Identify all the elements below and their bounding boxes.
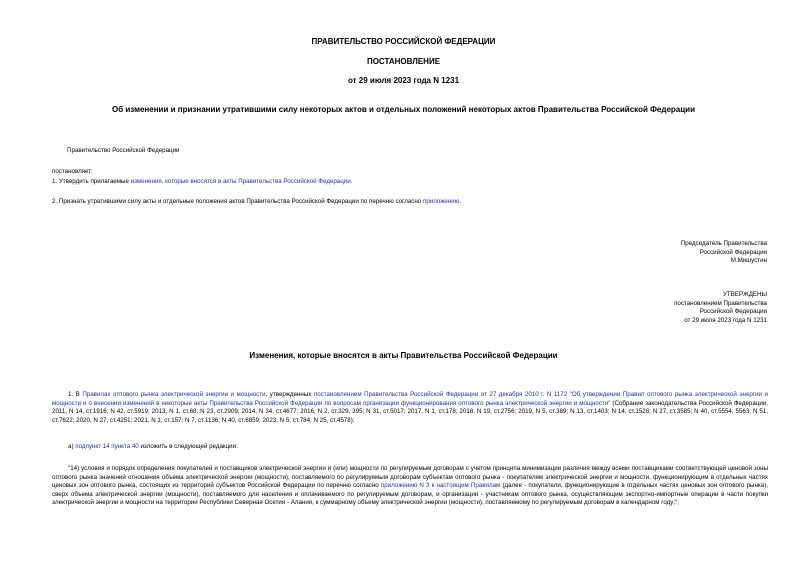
item-1 bbox=[52, 391, 768, 425]
intro-text: Правительство Российской Федерации bbox=[67, 147, 180, 154]
p2-prefix: 2. Признать утратившими силу акты и отдельные положения актов Правительства Российской Федерации по перечню согласно bbox=[52, 198, 423, 205]
item1-decree-link[interactable]: постановлением Правительства Российской Федерации от 27 декабря 2010 г. N 1172 "Об утверждении Правил оптового рынка электрической энергии и мощности и о внесении изменений в некоторые акты Правительства Российской Федерации по вопросам организации функционирования оптового рынка электрической энергии и мощности" bbox=[52, 391, 768, 407]
quote-rules-link[interactable]: к настоящим Правилам bbox=[431, 482, 501, 490]
doc-type: ПОСТАНОВЛЕНИЕ bbox=[366, 57, 441, 66]
p1-link[interactable]: изменения, которые вносятся в акты Правительства Российской Федерации bbox=[130, 178, 351, 185]
sub-a-link[interactable]: подпункт 14 пункта 40 bbox=[75, 443, 139, 450]
quoted-text bbox=[52, 465, 768, 508]
decree-text: постановляет: bbox=[52, 168, 93, 175]
signature-line-2: Российской Федерации bbox=[699, 248, 767, 256]
org-name: ПРАВИТЕЛЬСТВО РОССИЙСКОЙ ФЕДЕРАЦИИ bbox=[311, 37, 496, 46]
signature-block bbox=[681, 240, 767, 266]
p2-link[interactable]: приложению bbox=[422, 198, 460, 205]
paragraph-2 bbox=[52, 198, 461, 207]
approved-line-4: от 29 июля 2023 года N 1231 bbox=[684, 316, 767, 324]
doc-date-number: от 29 июля 2023 года N 1231 bbox=[347, 76, 460, 85]
quote-appendix-link[interactable]: приложению N 3 bbox=[380, 482, 430, 490]
approved-line-1: УТВЕРЖДЕНЫ bbox=[723, 291, 767, 298]
approved-line-3: Российской Федерации bbox=[699, 308, 767, 316]
item1-rules-link[interactable]: Правилах оптового рынка электрической энергии и мощности bbox=[82, 391, 266, 398]
sub-a-suffix: изложить в следующей редакции: bbox=[138, 443, 238, 450]
quote-text-1: "14) условия и порядок определения покупателей и поставщиков электрической энергии и (или) мощности по регулируемым договорам с учетом принципа минимизации различия между всеми поставщиками соответствующей ценовой зоны оптового рынка значений отношения объема электрической энергии (мощности), поставляемого по регулируемым договорам субъектам оптового рынка - покупателям электрической энергии и мощности, функционирующим в отдельных частях ценовых зон оптового рынка, состоящих из территорий субъектов Российской Федерации по перечню согласно bbox=[52, 465, 768, 490]
signature-line-3: М.Мишустин bbox=[730, 257, 767, 265]
doc-title: Об изменении и признании утратившими силу некоторых актов и отдельных положений некоторых актов Правительства Российской Федерации bbox=[111, 105, 695, 114]
p1-suffix: . bbox=[350, 178, 353, 185]
p2-suffix: . bbox=[459, 198, 462, 205]
paragraph-1 bbox=[52, 178, 352, 187]
sub-item-a bbox=[68, 443, 238, 452]
changes-title: Изменения, которые вносятся в акты Правительства Российской Федерации bbox=[249, 351, 558, 360]
sub-a-prefix: а) bbox=[68, 443, 76, 450]
item1-text-2: , утвержденных bbox=[265, 391, 314, 398]
approved-block bbox=[674, 291, 767, 325]
quote-text-3: (далее - покупатели, функционирующие в отдельных частях ценовых зон оптового рынка), сверх объема электрической энергии (мощности), поставляемого для населения и оплачиваемого по регулируемым договорам, и организации - участникам оптового рынка, осуществляющим экспортно-импортные операции в части покупки электрической энергии и мощности на территории Республики Северная Осетия - Алания, к суммарному объему электрической энергии (мощности), поставляемому по регулируемым договорам в календарном году;"; bbox=[52, 482, 768, 507]
item1-text-1: 1. В bbox=[68, 391, 83, 398]
item1-text-3: (Собрание законодательства Российской Федерации, 2011, N 14, ст.1916; N 42, ст.5919; 2013, N 1, ст.68; N 23, ст.2909; 2014, N 34, ст.4677; 2016, N 2, ст.329, 395; N 31, ст.5017; 2017, N 1, ст.178; 2018, N 19, ст.2756; 2019, N 5, ст.389; N 13, ст.1403; N 14, ст.1528; N 27, ст.3585; N 40, ст.5554, 5563; N 51, ст.7622; 2020, N 27, ст.4251; 2021, N 1, ст.157; N 7, ст.1136; N 40, ст.6859; 2023, N 5, ст.784; N 25, ст.4578): bbox=[52, 399, 768, 424]
p1-prefix: 1. Утвердить прилагаемые bbox=[52, 178, 131, 185]
signature-line-1: Председатель Правительства bbox=[680, 240, 767, 247]
approved-line-2: постановлением Правительства bbox=[674, 299, 767, 307]
